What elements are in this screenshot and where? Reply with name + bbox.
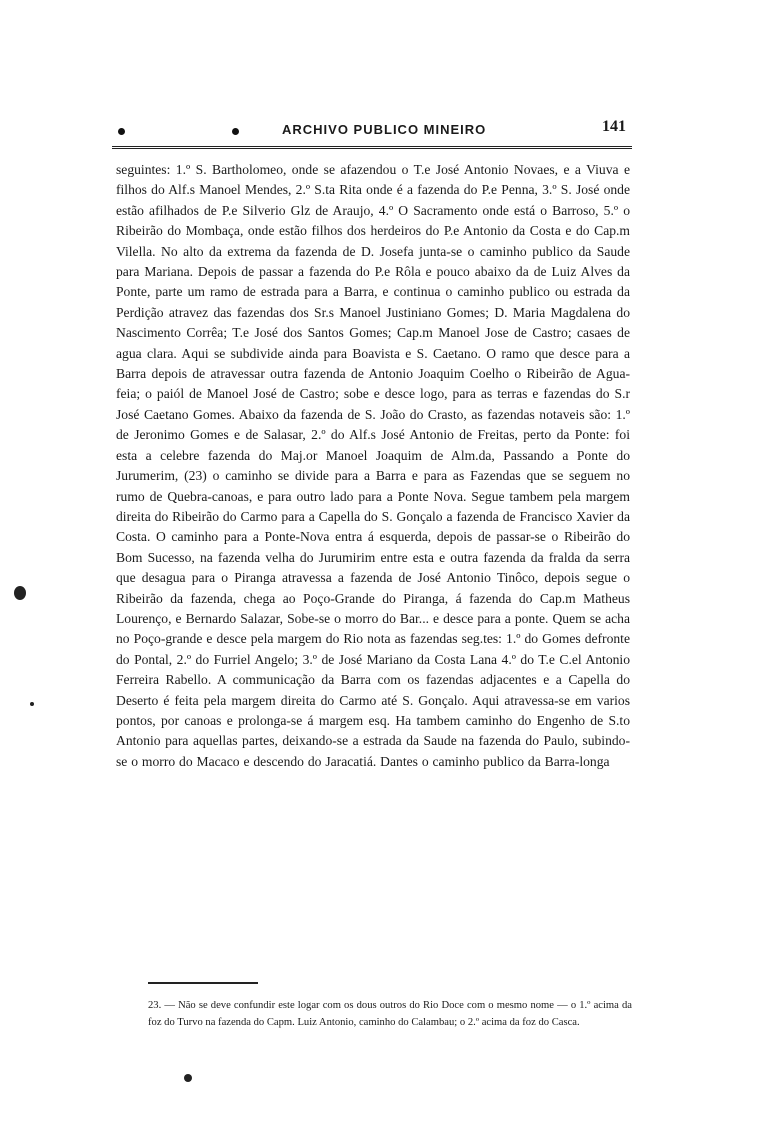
scan-hole-mark xyxy=(14,586,26,600)
body-text xyxy=(116,160,630,772)
footnote-rule xyxy=(148,982,258,984)
scan-dot-mark xyxy=(184,1074,192,1082)
running-header xyxy=(112,118,632,144)
body-paragraph: seguintes: 1.º S. Bartholomeo, onde se afazendou o T.e José Antonio Novaes, e a Viuva e filhos do Alf.s Manoel Mendes, 2.º S.ta Rita onde é a fazenda do P.e Penna, 3.º S. José onde estão afilhados de P.e Silverio Glz de Araujo, 4.º O Sacramento onde está o Barroso, 5.º o Ribeirão do Mombaça, onde estão filhos dos herdeiros do P.e Antonio da Costa e do Cap.m Vilella. No alto da extrema da fazenda de D. Josefa junta-se o caminho publico da Saude para Mariana. Depois de passar a fazenda do P.e Rôla e pouco abaixo da de Luiz Alves da Ponte, parte um ramo de estrada para a Barra, e continua o caminho publico ou estrada da Perdição atravez das fazendas dos Sr.s Manoel Justiniano Gomes; D. Maria Magdalena do Nascimento Corrêa; T.e José dos Santos Gomes; Cap.m Manoel Jose de Castro; casaes de agua clara. Aqui se subdivide ainda para Boavista e S. Caetano. O ramo que desce para a Barra depois de atravessar outra fazenda de Antonio Joaquim Coelho o Ribeirão de Agua-feia; o paiól de Manoel José de Castro; sobe e desce logo, para as terras e fazendas do S.r José Caetano Gomes. Abaixo da fazenda de S. João do Crasto, as fazendas notaveis são: 1.º de Jeronimo Gomes e de Salasar, 2.º do Alf.s José Antonio de Freitas, perto da Ponte: foi esta a celebre fazenda do Maj.or Manoel Joaquim de Alm.da, Passando a Ponte do Jurumerim, (23) o caminho se divide para a Barra e para as Fazendas que se seguem no rumo de Quebra-canoas, e para outro lado para a Ponte Nova. Segue tambem pela margem direita do Ribeirão do Carmo para a Capella do S. Gonçalo a fazenda de Francisco Xavier da Costa. O caminho para a Ponte-Nova entra á esquerda, depois de passar-se o Ribeirão do Bom Sucesso, na fazenda velha do Jurumirim entre esta e outra fazenda da fralda da serra que desagua para o Piranga atravessa a fazenda de José Antonio Tinôco, depois segue o Ribeirão da fazenda, chega ao Poço-Grande do Piranga, á fazenda do Cap.m Matheus Lourenço, e Bernardo Salazar, Sobe-se o morro do Bar... e desce para a ponte. Quem se acha no Poço-grande e desce pela margem do Rio nota as fazendas seg.tes: 1.º do Gomes defronte do Pontal, 2.º do Furriel Angelo; 3.º de José Mariano da Costa Lana 4.º do T.e C.el Antonio Ferreira Rabello. A communicação da Barra com os fazendas adjacentes e a Capella do Deserto é feita pela margem direita do Carmo até S. Gonçalo. Aqui atravessa-se em varios pontos, por canoas e prolonga-se á margem esq. Ha tambem caminho do Engenho de S.to Antonio para aquellas partes, deixando-se a estrada da Saude na fazenda do Paulo, subindo-se o morro do Macaco e descendo do Jaracatiá. Dantes o caminho publico da Barra-longa xyxy=(116,162,630,769)
header-rule xyxy=(112,146,632,149)
page-number: 141 xyxy=(602,118,626,135)
scan-speck-mark xyxy=(30,702,34,706)
ornament-dot-left xyxy=(118,128,125,135)
journal-title: ARCHIVO PUBLICO MINEIRO xyxy=(282,122,487,137)
footnote xyxy=(148,998,632,1031)
ornament-dot-right xyxy=(232,128,239,135)
footnote-text: 23. — Não se deve confundir este logar com os dous outros do Rio Doce com o mesmo nome — o 1.º acima da foz do Turvo na fazenda do Capm. Luiz Antonio, caminho do Calambau; o 2.º acima da foz do Casca. xyxy=(148,1000,632,1028)
